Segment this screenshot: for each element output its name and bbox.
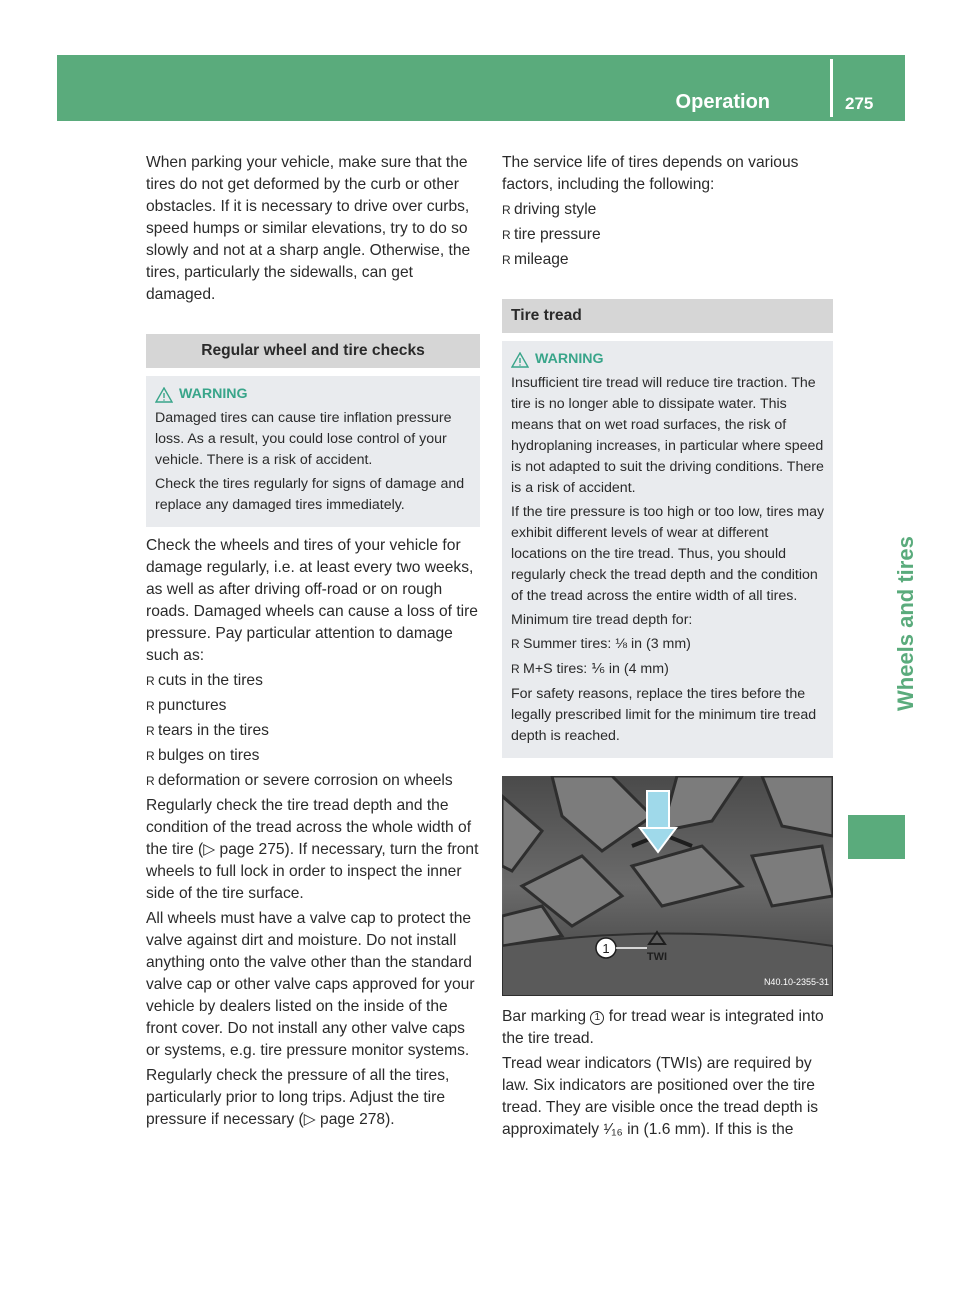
section-heading-tire-tread: Tire tread: [502, 299, 833, 333]
warning-text: For safety reasons, replace the tires before the legally prescribed limit for the minimum tire tread depth is reached.: [511, 686, 817, 744]
warning-label: WARNING: [535, 351, 604, 367]
factor-list: [502, 199, 833, 271]
bar-marking-text: for tread wear is integrated into the tire tread.: [502, 1008, 824, 1047]
tire-tread-figure: [502, 776, 833, 996]
warning-box-damaged-tires: [146, 376, 480, 527]
bar-marking-paragraph: [502, 1006, 833, 1050]
warning-title: [511, 349, 826, 370]
chapter-side-tab: [848, 121, 918, 711]
chapter-side-tab-label: Wheels and tires: [893, 536, 918, 711]
warning-box-tire-tread: [502, 341, 833, 758]
warning-text: If the tire pressure is too high or too low, tires may exhibit different levels of wear at different locations on the tire tread. Thus, you should regularly check the tread depth and the condition of the tread across the entire width of all tires.: [511, 504, 825, 604]
valve-cap-paragraph: All wheels must have a valve cap to protect the valve against dirt and moisture. Do not install anything onto the valve other than the standard valve cap or other valve caps approved for your vehicle by dealers listed on the inside of the front cover. Do not install any other valve caps or systems, e.g. tire pressure monitor systems.: [146, 910, 475, 1059]
warning-text: Check the tires regularly for signs of damage and replace any damaged tires immediately.: [155, 476, 465, 513]
tire-pressure-paragraph: Regularly check the pressure of all the tires, particularly prior to long trips. Adjust the tire pressure if necessary (▷ page 278).: [146, 1067, 450, 1128]
callout-number: 1: [590, 1011, 604, 1025]
tire-tread-illustration: [502, 776, 833, 996]
right-column: [502, 152, 833, 1144]
warning-text: Insufficient tire tread will reduce tire traction. The tire is no longer able to dissipate water. This means that on wet road surfaces, the risk of hydroplaning increases, in particular where speed is not adapted to suit the driving conditions. There is a risk of accident.: [511, 375, 824, 496]
chapter-tab-marker: [848, 815, 905, 859]
service-life-paragraph: The service life of tires depends on various factors, including the following:: [502, 154, 799, 193]
warning-triangle-icon: [511, 352, 529, 368]
warning-text: Damaged tires can cause tire inflation pressure loss. As a result, you could lose control of your vehicle. There is a risk of accident.: [155, 410, 452, 468]
figure-twi-label: TWI: [646, 951, 668, 963]
list-item: R driving style: [502, 199, 833, 221]
page-number: 275: [845, 94, 874, 113]
header-divider: [830, 59, 833, 117]
list-item: R bulges on tires: [146, 745, 480, 767]
figure-code: N40.10-2355-31: [763, 977, 829, 987]
page-header: [57, 55, 905, 121]
damage-list: [146, 670, 480, 792]
warning-label: WARNING: [179, 386, 248, 402]
twi-paragraph: Tread wear indicators (TWIs) are required by law. Six indicators are positioned over the tire tread. They are visible once the tread depth is approximately ¹⁄₁₆ in (1.6 mm). If this is the: [502, 1055, 819, 1138]
check-wheels-paragraph: Check the wheels and tires of your vehicle for damage regularly, i.e. at least every two weeks, as well as after driving off-road or on rough roads. Damaged wheels can cause a loss of tire pressure. Pay particular attention to damage such as:: [146, 537, 478, 664]
parking-paragraph: When parking your vehicle, make sure that the tires do not get deformed by the curb or other obstacles. If it is necessary to drive over curbs, speed humps or similar elevations, try to do so slowly and not at a sharp angle. Otherwise, the tires, particularly the sidewalls, can get damaged.: [146, 154, 471, 303]
list-item: R cuts in the tires: [146, 670, 480, 692]
bar-marking-text: Bar marking: [502, 1008, 591, 1025]
list-item: R punctures: [146, 695, 480, 717]
list-item: R tire pressure: [502, 224, 833, 246]
list-item: R tears in the tires: [146, 720, 480, 742]
list-item: R Summer tires: ⅛ in (3 mm): [511, 634, 826, 655]
list-item: R mileage: [502, 249, 833, 271]
header-section-title: Operation: [675, 91, 770, 113]
warning-triangle-icon: [155, 387, 173, 403]
list-item: R deformation or severe corrosion on wheels: [146, 770, 480, 792]
list-item: R M+S tires: ⅙ in (4 mm): [511, 659, 826, 680]
section-heading-wheel-checks: Regular wheel and tire checks: [146, 334, 480, 368]
tread-depth-paragraph: Regularly check the tire tread depth and the condition of the tread across the whole width of the tire (▷ page 275). If necessary, turn the front wheels to full lock in order to inspect the inner side of the tire surface.: [146, 797, 479, 902]
left-column: [146, 152, 480, 1134]
figure-callout-number: 1: [602, 941, 610, 956]
warning-text: Minimum tire tread depth for:: [511, 612, 693, 628]
min-depth-list: [511, 634, 826, 680]
warning-title: [155, 384, 473, 405]
